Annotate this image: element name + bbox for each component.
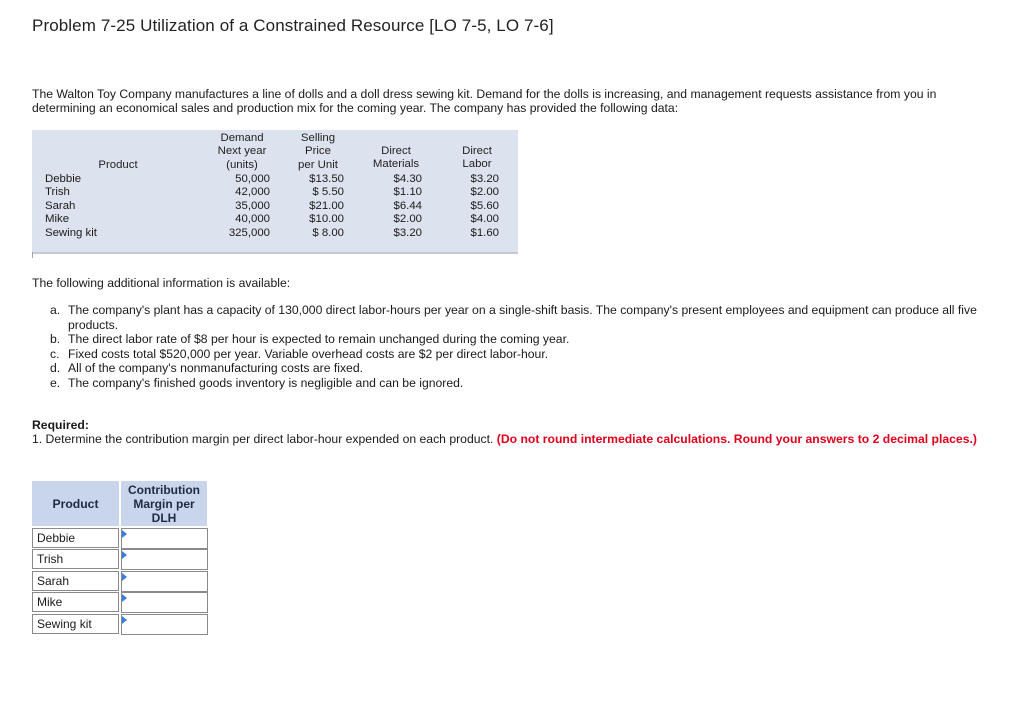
cm-input-debbie[interactable] — [121, 528, 208, 549]
header-selling-price: Selling Price per Unit — [298, 132, 338, 171]
table-cell-materials: $1.10 — [393, 186, 422, 199]
cm-input-field[interactable] — [122, 529, 207, 548]
table-row-product: Trish — [45, 186, 70, 199]
cell-marker-icon — [122, 573, 127, 581]
table-cell-materials: $4.30 — [393, 173, 422, 185]
table-cell-demand: 35,000 — [235, 199, 270, 212]
table-cell-materials: $3.20 — [393, 226, 422, 239]
cm-input-mike[interactable] — [121, 592, 208, 613]
intro-paragraph: The Walton Toy Company manufactures a line of dolls and a doll dress sewing kit. Demand for the dolls is increasing, and management requests assistance from you in determining an economical sales and production mix for the coming year. The company has provided the following data: — [32, 87, 937, 115]
cell-marker-icon — [122, 551, 127, 559]
table-cell-demand: 42,000 — [235, 186, 270, 199]
answer-header-product: Product — [32, 481, 119, 526]
answer-row-label: Trish — [32, 549, 119, 569]
cm-input-sewing-kit[interactable] — [121, 614, 208, 635]
cm-input-sarah[interactable] — [121, 571, 208, 592]
table-cell-price: $ 8.00 — [312, 226, 344, 239]
table-cell-demand: 325,000 — [228, 226, 270, 239]
table-cell-price: $21.00 — [309, 199, 344, 212]
table-cell-demand: 50,000 — [235, 173, 270, 185]
rounding-note: (Do not round intermediate calculations. Round your answers to 2 decimal places.) — [496, 432, 977, 446]
cm-input-field[interactable] — [122, 572, 207, 591]
required-heading: Required: — [32, 418, 89, 432]
table-cell-labor: $1.60 — [470, 226, 499, 239]
answer-row-label: Sarah — [32, 571, 119, 591]
product-data-table — [32, 130, 518, 254]
table-row-product: Sarah — [45, 199, 76, 212]
cm-input-field[interactable] — [122, 593, 207, 612]
required-instruction: 1. Determine the contribution margin per direct labor-hour expended on each product. (Do not round intermediate calculations. Round your answers to 2 decimal places.) — [32, 432, 977, 446]
table-cell-materials: $2.00 — [393, 213, 422, 226]
table-cell-demand: 40,000 — [235, 213, 270, 226]
table-cell-labor: $5.60 — [470, 199, 499, 212]
table-cell-price: $10.00 — [309, 213, 344, 226]
header-direct-materials: Direct Materials — [372, 145, 420, 171]
list-item: b. The direct labor rate of $8 per hour is expected to remain unchanged during the coming year. — [50, 332, 570, 347]
additional-info-list — [50, 303, 980, 391]
answer-row-label: Mike — [32, 592, 119, 612]
cell-marker-icon — [122, 530, 127, 538]
table-cell-labor: $4.00 — [470, 213, 499, 226]
table-divider — [32, 252, 33, 258]
table-cell-price: $13.50 — [309, 173, 344, 185]
answer-row-label: Debbie — [32, 528, 119, 548]
list-item: c. Fixed costs total $520,000 per year. Variable overhead costs are $2 per direct labor-hour. — [50, 346, 549, 361]
table-row-product: Debbie — [45, 173, 82, 185]
header-direct-labor: Direct Labor — [462, 145, 492, 171]
list-item: a. The company's plant has a capacity of 130,000 direct labor-hours per year on a single-shift basis. The company's present employees and equipment can produce all five products. — [50, 303, 977, 332]
list-item: d. All of the company's nonmanufacturing costs are fixed. — [50, 361, 363, 376]
table-cell-labor: $2.00 — [470, 186, 499, 199]
materials-column — [376, 173, 422, 240]
table-cell-labor: $3.20 — [470, 173, 499, 185]
header-demand: Demand Next year (units) — [217, 132, 267, 171]
product-name-column — [45, 173, 145, 240]
table-cell-price: $ 5.50 — [312, 186, 344, 199]
header-product: Product — [98, 159, 138, 171]
cm-input-field[interactable] — [122, 615, 207, 634]
cell-marker-icon — [122, 594, 127, 602]
table-row-product: Mike — [45, 213, 70, 226]
answer-header-contribution-margin: Contribution Margin per DLH — [121, 481, 207, 526]
cell-marker-icon — [122, 616, 127, 624]
table-row-product: Sewing kit — [45, 226, 97, 239]
cm-input-field[interactable] — [122, 550, 207, 569]
demand-column — [212, 173, 270, 240]
cm-input-trish[interactable] — [121, 549, 208, 570]
labor-column — [454, 173, 499, 240]
additional-info-heading: The following additional information is available: — [32, 276, 291, 290]
price-column — [294, 173, 344, 240]
answer-row-label: Sewing kit — [32, 614, 119, 634]
list-item: e. The company's finished goods inventory is negligible and can be ignored. — [50, 375, 464, 390]
table-cell-materials: $6.44 — [393, 199, 422, 212]
problem-title: Problem 7-25 Utilization of a Constrained Resource [LO 7-5, LO 7-6] — [32, 16, 554, 35]
